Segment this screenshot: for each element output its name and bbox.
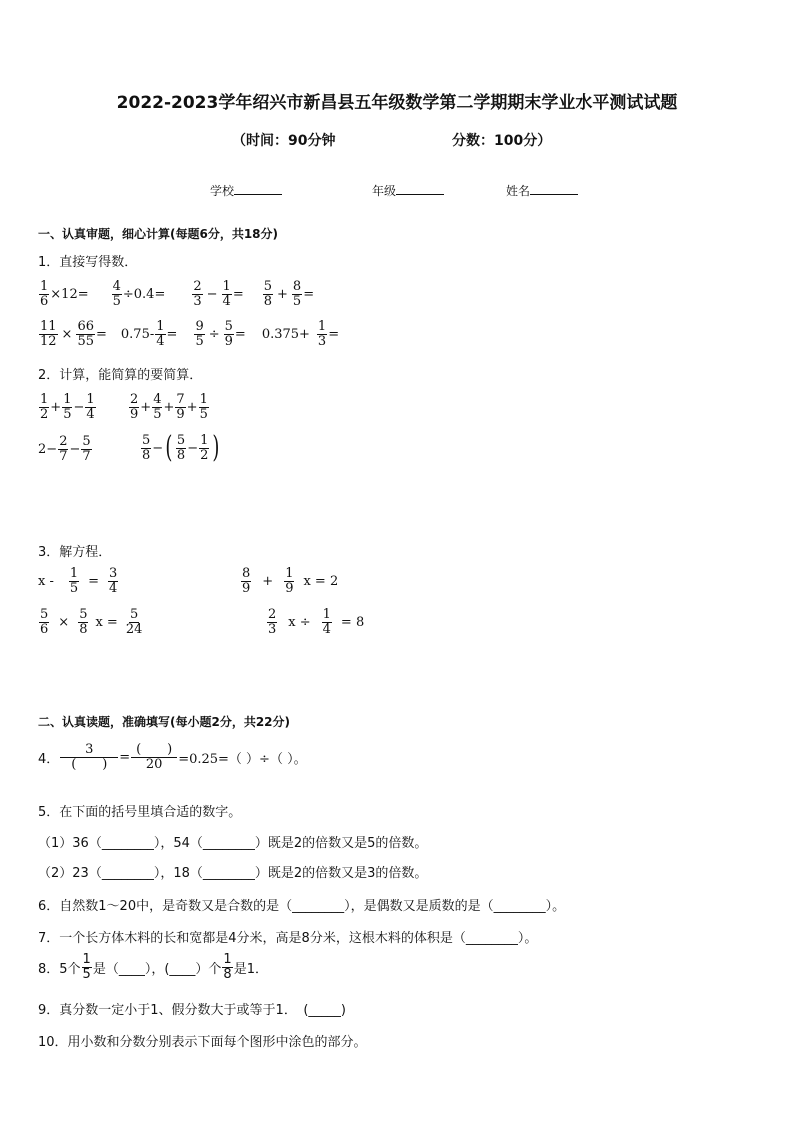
fraction: $\frac{5}{24}$: [125, 607, 143, 637]
fraction: $\frac{66}{55}$: [77, 319, 94, 349]
section-1-heading: 一、认真审题，细心计算(每题6分，共18分): [38, 227, 279, 241]
fraction: $\frac{1}{6}$: [40, 279, 49, 309]
q3-equation-4: $\frac{2}{3}$ x ÷ $\frac{1}{4}$ = 8: [268, 607, 365, 637]
fraction: $\frac{1}{5}$: [82, 952, 91, 982]
q3-equation-3: $\frac{5}{6}$ × $\frac{5}{8}$ x = $\frac{5}{24}$: [40, 607, 143, 637]
question-3: 3．解方程．: [38, 545, 112, 560]
fraction: $\frac{5}{9}$: [224, 319, 233, 349]
fraction: $\frac{4}{5}$: [112, 279, 121, 309]
q4-rest[interactable]: =0.25=（ ）÷（ ）。: [178, 751, 307, 767]
fraction: $\frac{5}{8}$: [263, 279, 273, 309]
fraction: $\frac{8}{5}$: [292, 279, 302, 309]
question-7[interactable]: 7．一个长方体木料的长和宽都是4分米，高是8分米，这根木料的体积是（________）。: [38, 931, 538, 946]
fraction: $\frac{1}{2}$: [200, 432, 209, 463]
question-4: 4． $\frac{3}{( )}$ = $\frac{( )}{20}$ =0.25=（ ）÷（ ）。: [38, 742, 307, 772]
question-9[interactable]: 9．真分数一定小于1、假分数大于或等于1． (_____): [38, 1003, 346, 1018]
q1-row-2: $\frac{11}{12}$ × $\frac{66}{55}$ = 0.75- $\frac{1}{4}$ = $\frac{9}{5}$ ÷ $\frac{5}{9}$ = 0.375+ $\frac{1}{3}$ =: [40, 319, 340, 349]
fraction: $\frac{1}{5}$: [63, 392, 72, 422]
question-5-part-2[interactable]: （2）23（________），18（________）既是2的倍数又是3的倍数。: [38, 866, 428, 881]
q3-equation-1: x - $\frac{1}{5}$ = $\frac{3}{4}$: [38, 566, 118, 596]
section-2-heading: 二、认真读题，准确填写(每小题2分，共22分): [38, 715, 291, 729]
fraction: $\frac{3}{4}$: [109, 566, 118, 596]
exam-time: （时间：90分钟: [232, 133, 336, 149]
q2-expr-3: 2 − $\frac{2}{7}$ − $\frac{5}{7}$: [38, 434, 91, 464]
fraction: $\frac{5}{6}$: [40, 607, 49, 637]
fraction: $\frac{2}{3}$: [193, 279, 202, 309]
fraction: $\frac{2}{9}$: [130, 392, 139, 422]
fraction: $\frac{5}{8}$: [79, 607, 88, 637]
fraction: $\frac{4}{5}$: [153, 392, 162, 422]
fraction: $\frac{1}{9}$: [285, 566, 294, 596]
fraction-with-blank[interactable]: $\frac{( )}{20}$: [131, 743, 177, 771]
fraction: $\frac{8}{9}$: [242, 566, 251, 596]
page-title: 2022-2023学年绍兴市新昌县五年级数学第二学期期末学业水平测试试题: [116, 93, 678, 113]
fraction: $\frac{1}{3}$: [317, 319, 327, 349]
fraction: $\frac{1}{4}$: [86, 392, 95, 422]
question-10: 10．用小数和分数分别表示下面每个图形中涂色的部分。: [38, 1035, 367, 1050]
fraction: $\frac{1}{4}$: [156, 319, 165, 349]
fraction: $\frac{9}{5}$: [195, 319, 204, 349]
fraction: $\frac{1}{4}$: [322, 607, 331, 637]
fraction: $\frac{1}{5}$: [69, 566, 79, 596]
fraction: $\frac{5}{8}$: [142, 432, 151, 463]
fraction: $\frac{5}{8}$: [176, 432, 186, 463]
name-blank[interactable]: [530, 182, 578, 195]
fraction: $\frac{2}{7}$: [59, 434, 68, 464]
fraction: $\frac{2}{3}$: [268, 607, 277, 637]
fraction-with-blank[interactable]: $\frac{3}{( )}$: [60, 743, 118, 771]
q2-expr-4: $\frac{5}{8}$ − ( $\frac{5}{8}$ − $\frac{1}{2}$ ): [142, 430, 220, 465]
exam-score: 分数：100分）: [452, 133, 552, 149]
q2-expr-2: $\frac{2}{9}$ + $\frac{4}{5}$ + $\frac{7}{9}$ + $\frac{1}{5}$: [130, 392, 208, 422]
question-8[interactable]: 8．5个 $\frac{1}{5}$ 是（____），(____）个 $\frac{1}{8}$ 是1．: [38, 952, 268, 982]
name-label: 姓名: [506, 184, 531, 198]
grade-label: 年级: [372, 184, 397, 198]
q3-equation-2: $\frac{8}{9}$ + $\frac{1}{9}$ x = 2: [242, 566, 339, 596]
fraction: $\frac{1}{5}$: [199, 392, 208, 422]
fraction: $\frac{11}{12}$: [40, 319, 57, 349]
name-field[interactable]: [506, 182, 578, 199]
q1-row-1: $\frac{1}{6}$ ×12= $\frac{4}{5}$ ÷0.4= $\frac{2}{3}$ − $\frac{1}{4}$ = $\frac{5}{8}$ + $\frac{8}{5}$ =: [40, 279, 315, 309]
question-6[interactable]: 6．自然数1～20中，是奇数又是合数的是（________），是偶数又是质数的是（________）。: [38, 899, 566, 914]
fraction: $\frac{1}{2}$: [40, 392, 49, 422]
fraction: $\frac{7}{9}$: [176, 392, 185, 422]
question-5: 5．在下面的括号里填合适的数字。: [38, 805, 242, 820]
question-1: 1．直接写得数．: [38, 255, 138, 270]
fraction: $\frac{5}{7}$: [82, 434, 91, 464]
school-blank[interactable]: [234, 182, 282, 195]
fraction: $\frac{1}{8}$: [223, 952, 232, 982]
school-label: 学校: [210, 184, 235, 198]
question-5-part-1[interactable]: （1）36（________），54（________）既是2的倍数又是5的倍数。: [38, 836, 428, 851]
grade-blank[interactable]: [396, 182, 444, 195]
grade-field[interactable]: [372, 182, 444, 199]
school-field[interactable]: [210, 182, 282, 199]
q2-expr-1: $\frac{1}{2}$ + $\frac{1}{5}$ − $\frac{1}{4}$: [40, 392, 95, 422]
fraction: $\frac{1}{4}$: [222, 279, 231, 309]
question-2: 2．计算，能简算的要简算．: [38, 368, 203, 383]
